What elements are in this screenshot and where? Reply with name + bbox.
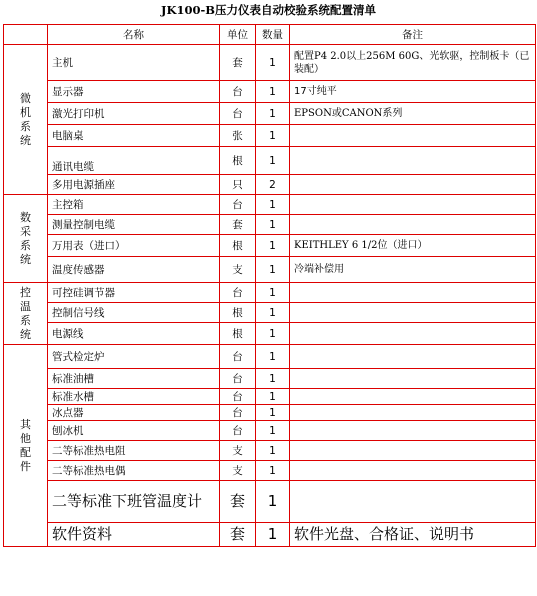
item-name: 电源线 (48, 323, 220, 345)
item-name: 万用表（进口） (48, 235, 220, 257)
item-qty: 1 (256, 283, 290, 303)
item-note (290, 323, 536, 345)
table-row (4, 323, 536, 345)
header-blank (4, 25, 48, 45)
item-name: 冰点器 (48, 405, 220, 421)
table-row (4, 215, 536, 235)
category-cell: 微机系统 (4, 45, 48, 195)
item-name: 二等标准下班管温度计 (48, 481, 220, 523)
table-row (4, 481, 536, 523)
table-row (4, 369, 536, 389)
item-name: 二等标准热电偶 (48, 461, 220, 481)
item-note (290, 441, 536, 461)
item-unit: 根 (220, 147, 256, 175)
item-name: 激光打印机 (48, 103, 220, 125)
item-name: 软件资料 (48, 523, 220, 547)
item-note (290, 125, 536, 147)
table-row (4, 389, 536, 405)
item-note (290, 147, 536, 175)
item-name: 标准水槽 (48, 389, 220, 405)
table-row (4, 303, 536, 323)
item-note: 软件光盘、合格证、说明书 (290, 523, 536, 547)
item-note: KEITHLEY 6 1/2位（进口） (290, 235, 536, 257)
item-unit: 套 (220, 523, 256, 547)
item-qty: 1 (256, 389, 290, 405)
item-qty: 1 (256, 405, 290, 421)
table-row (4, 461, 536, 481)
item-name: 管式检定炉 (48, 345, 220, 369)
item-unit: 根 (220, 235, 256, 257)
item-unit: 张 (220, 125, 256, 147)
item-qty: 1 (256, 481, 290, 523)
item-qty: 1 (256, 125, 290, 147)
table-row (4, 45, 536, 81)
table-row (4, 235, 536, 257)
item-name: 二等标准热电阻 (48, 441, 220, 461)
item-note (290, 215, 536, 235)
item-note: 17寸纯平 (290, 81, 536, 103)
item-qty: 1 (256, 103, 290, 125)
item-name: 可控硅调节器 (48, 283, 220, 303)
item-note (290, 303, 536, 323)
item-qty: 1 (256, 303, 290, 323)
item-note (290, 421, 536, 441)
item-unit: 套 (220, 481, 256, 523)
category-cell: 控温系统 (4, 283, 48, 345)
item-qty: 1 (256, 45, 290, 81)
item-unit: 台 (220, 283, 256, 303)
item-unit: 台 (220, 389, 256, 405)
item-qty: 1 (256, 147, 290, 175)
table-row (4, 441, 536, 461)
item-note: 冷端补偿用 (290, 257, 536, 283)
item-unit: 台 (220, 81, 256, 103)
item-name: 显示器 (48, 81, 220, 103)
table-row (4, 81, 536, 103)
category-cell: 数采系统 (4, 195, 48, 283)
item-unit: 支 (220, 257, 256, 283)
item-note (290, 345, 536, 369)
category-cell: 其他配件 (4, 345, 48, 547)
item-unit: 支 (220, 441, 256, 461)
item-qty: 2 (256, 175, 290, 195)
table-row (4, 103, 536, 125)
table-row (4, 421, 536, 441)
item-qty: 1 (256, 235, 290, 257)
configuration-table (3, 24, 536, 547)
header-unit: 单位 (220, 25, 256, 45)
item-note (290, 175, 536, 195)
item-qty: 1 (256, 345, 290, 369)
table-row (4, 257, 536, 283)
item-unit: 支 (220, 461, 256, 481)
item-unit: 台 (220, 369, 256, 389)
item-name: 标准油槽 (48, 369, 220, 389)
header-name: 名称 (48, 25, 220, 45)
item-unit: 套 (220, 215, 256, 235)
item-note (290, 461, 536, 481)
table-row (4, 345, 536, 369)
item-name: 温度传感器 (48, 257, 220, 283)
table-row (4, 195, 536, 215)
table-row (4, 125, 536, 147)
item-unit: 台 (220, 103, 256, 125)
item-name: 主控箱 (48, 195, 220, 215)
table-row (4, 405, 536, 421)
item-qty: 1 (256, 441, 290, 461)
item-unit: 台 (220, 345, 256, 369)
item-unit: 台 (220, 405, 256, 421)
item-note (290, 195, 536, 215)
table-row (4, 147, 536, 175)
header-row (4, 25, 536, 45)
header-note: 备注 (290, 25, 536, 45)
item-qty: 1 (256, 421, 290, 441)
item-unit: 台 (220, 195, 256, 215)
item-unit: 台 (220, 421, 256, 441)
item-note: 配置P4 2.0以上256M 60G、光软驱，控制板卡（已装配） (290, 45, 536, 81)
item-name: 测量控制电缆 (48, 215, 220, 235)
table-row (4, 283, 536, 303)
item-name: 通讯电缆 (48, 147, 220, 175)
item-unit: 根 (220, 303, 256, 323)
item-qty: 1 (256, 257, 290, 283)
item-name: 多用电源插座 (48, 175, 220, 195)
item-note: EPSON或CANON系列 (290, 103, 536, 125)
item-unit: 只 (220, 175, 256, 195)
item-name: 控制信号线 (48, 303, 220, 323)
table-row (4, 523, 536, 547)
item-qty: 1 (256, 215, 290, 235)
item-note (290, 369, 536, 389)
item-qty: 1 (256, 323, 290, 345)
item-note (290, 283, 536, 303)
header-qty: 数量 (256, 25, 290, 45)
item-qty: 1 (256, 81, 290, 103)
item-note (290, 481, 536, 523)
item-qty: 1 (256, 369, 290, 389)
item-qty: 1 (256, 523, 290, 547)
item-qty: 1 (256, 461, 290, 481)
item-name: 刨冰机 (48, 421, 220, 441)
table-row (4, 175, 536, 195)
item-note (290, 389, 536, 405)
item-note (290, 405, 536, 421)
item-name: 主机 (48, 45, 220, 81)
item-name: 电脑桌 (48, 125, 220, 147)
item-unit: 套 (220, 45, 256, 81)
item-qty: 1 (256, 195, 290, 215)
item-unit: 根 (220, 323, 256, 345)
document-title: JK100-B压力仪表自动校验系统配置清单 (161, 3, 376, 17)
